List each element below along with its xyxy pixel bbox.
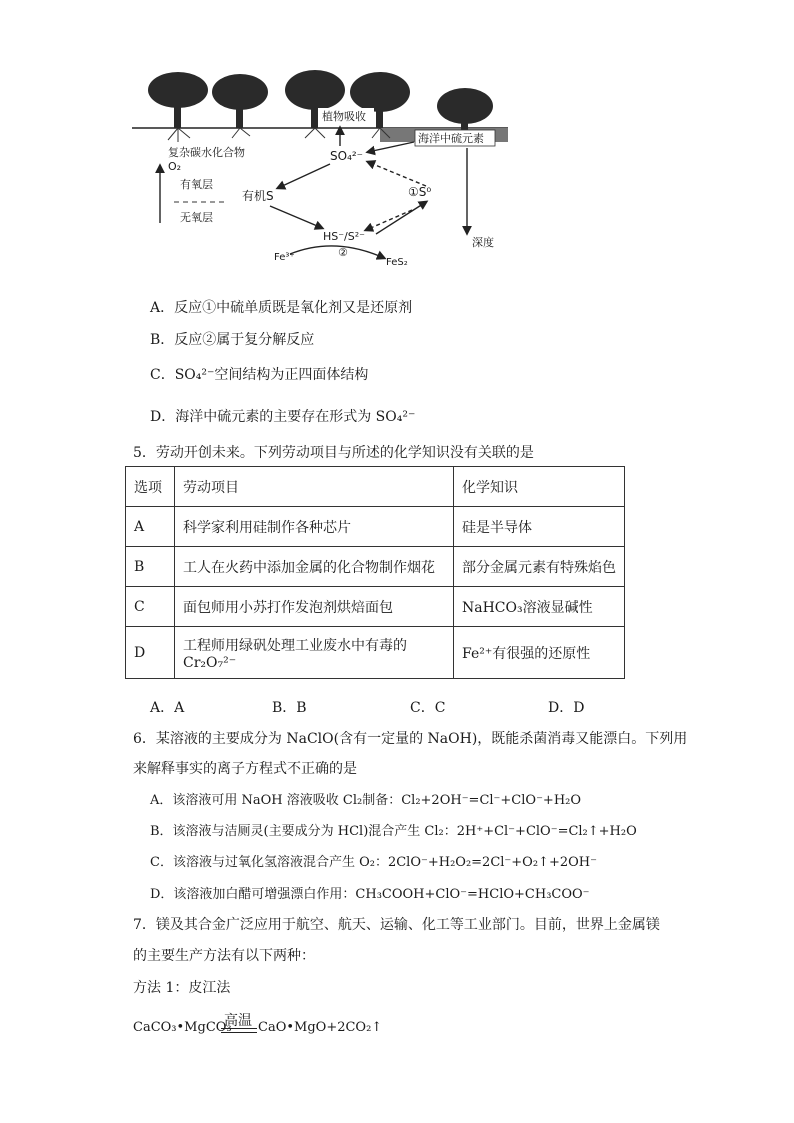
table-row <box>126 627 625 679</box>
q6-option-d: D．该溶液加白醋可增强漂白作用：CH₃COOH+ClO⁻=HClO+CH₃COO⁻ <box>150 887 590 902</box>
q5-option-a: A．A <box>150 700 185 716</box>
ocean-sulfur-label: 海洋中硫元素 <box>418 132 484 145</box>
row-b-chem: 部分金属元素有特殊焰色 <box>454 547 625 587</box>
q7-stem-line2: 的主要生产方法有以下两种： <box>133 948 315 964</box>
anaerobic-label: 无氧层 <box>180 211 213 224</box>
so4-to-organic-arrow <box>278 164 330 188</box>
hs-to-s0-arrow <box>376 202 426 234</box>
row-d-option: D <box>126 627 175 679</box>
row-c-labor: 面包师用小苏打作发泡剂烘焙面包 <box>175 587 454 627</box>
complex-carb-label: 复杂碳水化合物 <box>168 146 245 159</box>
q7-condition: 高温 <box>224 1013 252 1029</box>
q5-option-b: B．B <box>272 700 307 716</box>
q6-option-b: B．该溶液与洁厕灵(主要成分为 HCl)混合产生 Cl₂：2H⁺+Cl⁻+ClO⁻=Cl₂↑+H₂O <box>150 824 637 839</box>
s0-to-so4-arrow <box>368 162 426 186</box>
fe3-label: Fe³⁺ <box>274 252 295 263</box>
row-c-option: C <box>126 587 175 627</box>
q5-option-c: C．C <box>410 700 446 716</box>
fe3-to-fes2-arrow <box>290 246 384 258</box>
s0-label: ①S⁰ <box>408 185 432 199</box>
row-a-labor: 科学家利用硅制作各种芯片 <box>175 507 454 547</box>
q4-option-d: D．海洋中硫元素的主要存在形式为 SO₄²⁻ <box>150 409 416 425</box>
hs-label: HS⁻/S²⁻ <box>323 230 365 243</box>
header-option: 选项 <box>126 467 175 507</box>
q7-stem-line1: 7．镁及其合金广泛应用于航空、航天、运输、化工等工业部门。目前，世界上金属镁 <box>133 917 660 933</box>
row-a-chem: 硅是半导体 <box>454 507 625 547</box>
aerobic-label: 有氧层 <box>180 178 213 191</box>
q6-option-a: A．该溶液可用 NaOH 溶液吸收 Cl₂制备：Cl₂+2OH⁻=Cl⁻+ClO⁻+H₂O <box>150 793 582 808</box>
row-c-chem: NaHCO₃溶液显碱性 <box>454 587 625 627</box>
q5-stem: 5．劳动开创未来。下列劳动项目与所述的化学知识没有关联的是 <box>133 445 534 461</box>
q6-option-c: C．该溶液与过氧化氢溶液混合产生 O₂：2ClO⁻+H₂O₂=2Cl⁻+O₂↑+2OH⁻ <box>150 855 597 870</box>
q7-equals-sign <box>221 1028 257 1033</box>
so4-label: SO₄²⁻ <box>330 149 364 163</box>
header-chem: 化学知识 <box>454 467 625 507</box>
s0-to-hs-arrow <box>366 210 412 230</box>
table-header-row <box>126 467 625 507</box>
row-d-chem: Fe²⁺有很强的还原性 <box>454 627 625 679</box>
depth-label: 深度 <box>472 236 494 249</box>
ocean-to-so4-arrow <box>368 142 414 152</box>
q7-method1: 方法 1：皮江法 <box>133 980 231 996</box>
row-d-labor: 工程师用绿矾处理工业废水中有毒的 Cr₂O₇²⁻ <box>175 627 454 679</box>
q4-option-a: A．反应①中硫单质既是氧化剂又是还原剂 <box>150 300 413 316</box>
q4-option-c: C．SO₄²⁻空间结构为正四面体结构 <box>150 367 369 383</box>
table-row <box>126 587 625 627</box>
q6-stem-line1: 6．某溶液的主要成分为 NaClO(含有一定量的 NaOH)，既能杀菌消毒又能漂白。下列用 <box>133 731 688 747</box>
plant-absorb-label: 植物吸收 <box>322 110 366 123</box>
header-labor: 劳动项目 <box>175 467 454 507</box>
reaction2-label: ② <box>338 246 348 259</box>
q5-option-d: D．D <box>548 700 585 716</box>
row-b-labor: 工人在火药中添加金属的化合物制作烟花 <box>175 547 454 587</box>
organic-s-label: 有机S <box>242 189 274 203</box>
table-row <box>126 507 625 547</box>
row-b-option: B <box>126 547 175 587</box>
q7-equation-right: CaO•MgO+2CO₂↑ <box>258 1020 383 1035</box>
organic-to-hs-arrow <box>270 206 322 228</box>
q7-equation-left: CaCO₃•MgCO₃ <box>133 1020 232 1035</box>
q5-table <box>125 466 625 679</box>
row-a-option: A <box>126 507 175 547</box>
q4-option-b: B．反应②属于复分解反应 <box>150 332 315 348</box>
o2-label: O₂ <box>168 160 182 173</box>
sulfur-cycle-diagram <box>130 68 510 273</box>
q6-stem-line2: 来解释事实的离子方程式不正确的是 <box>133 761 357 777</box>
table-row <box>126 547 625 587</box>
fes2-label: FeS₂ <box>386 257 408 268</box>
